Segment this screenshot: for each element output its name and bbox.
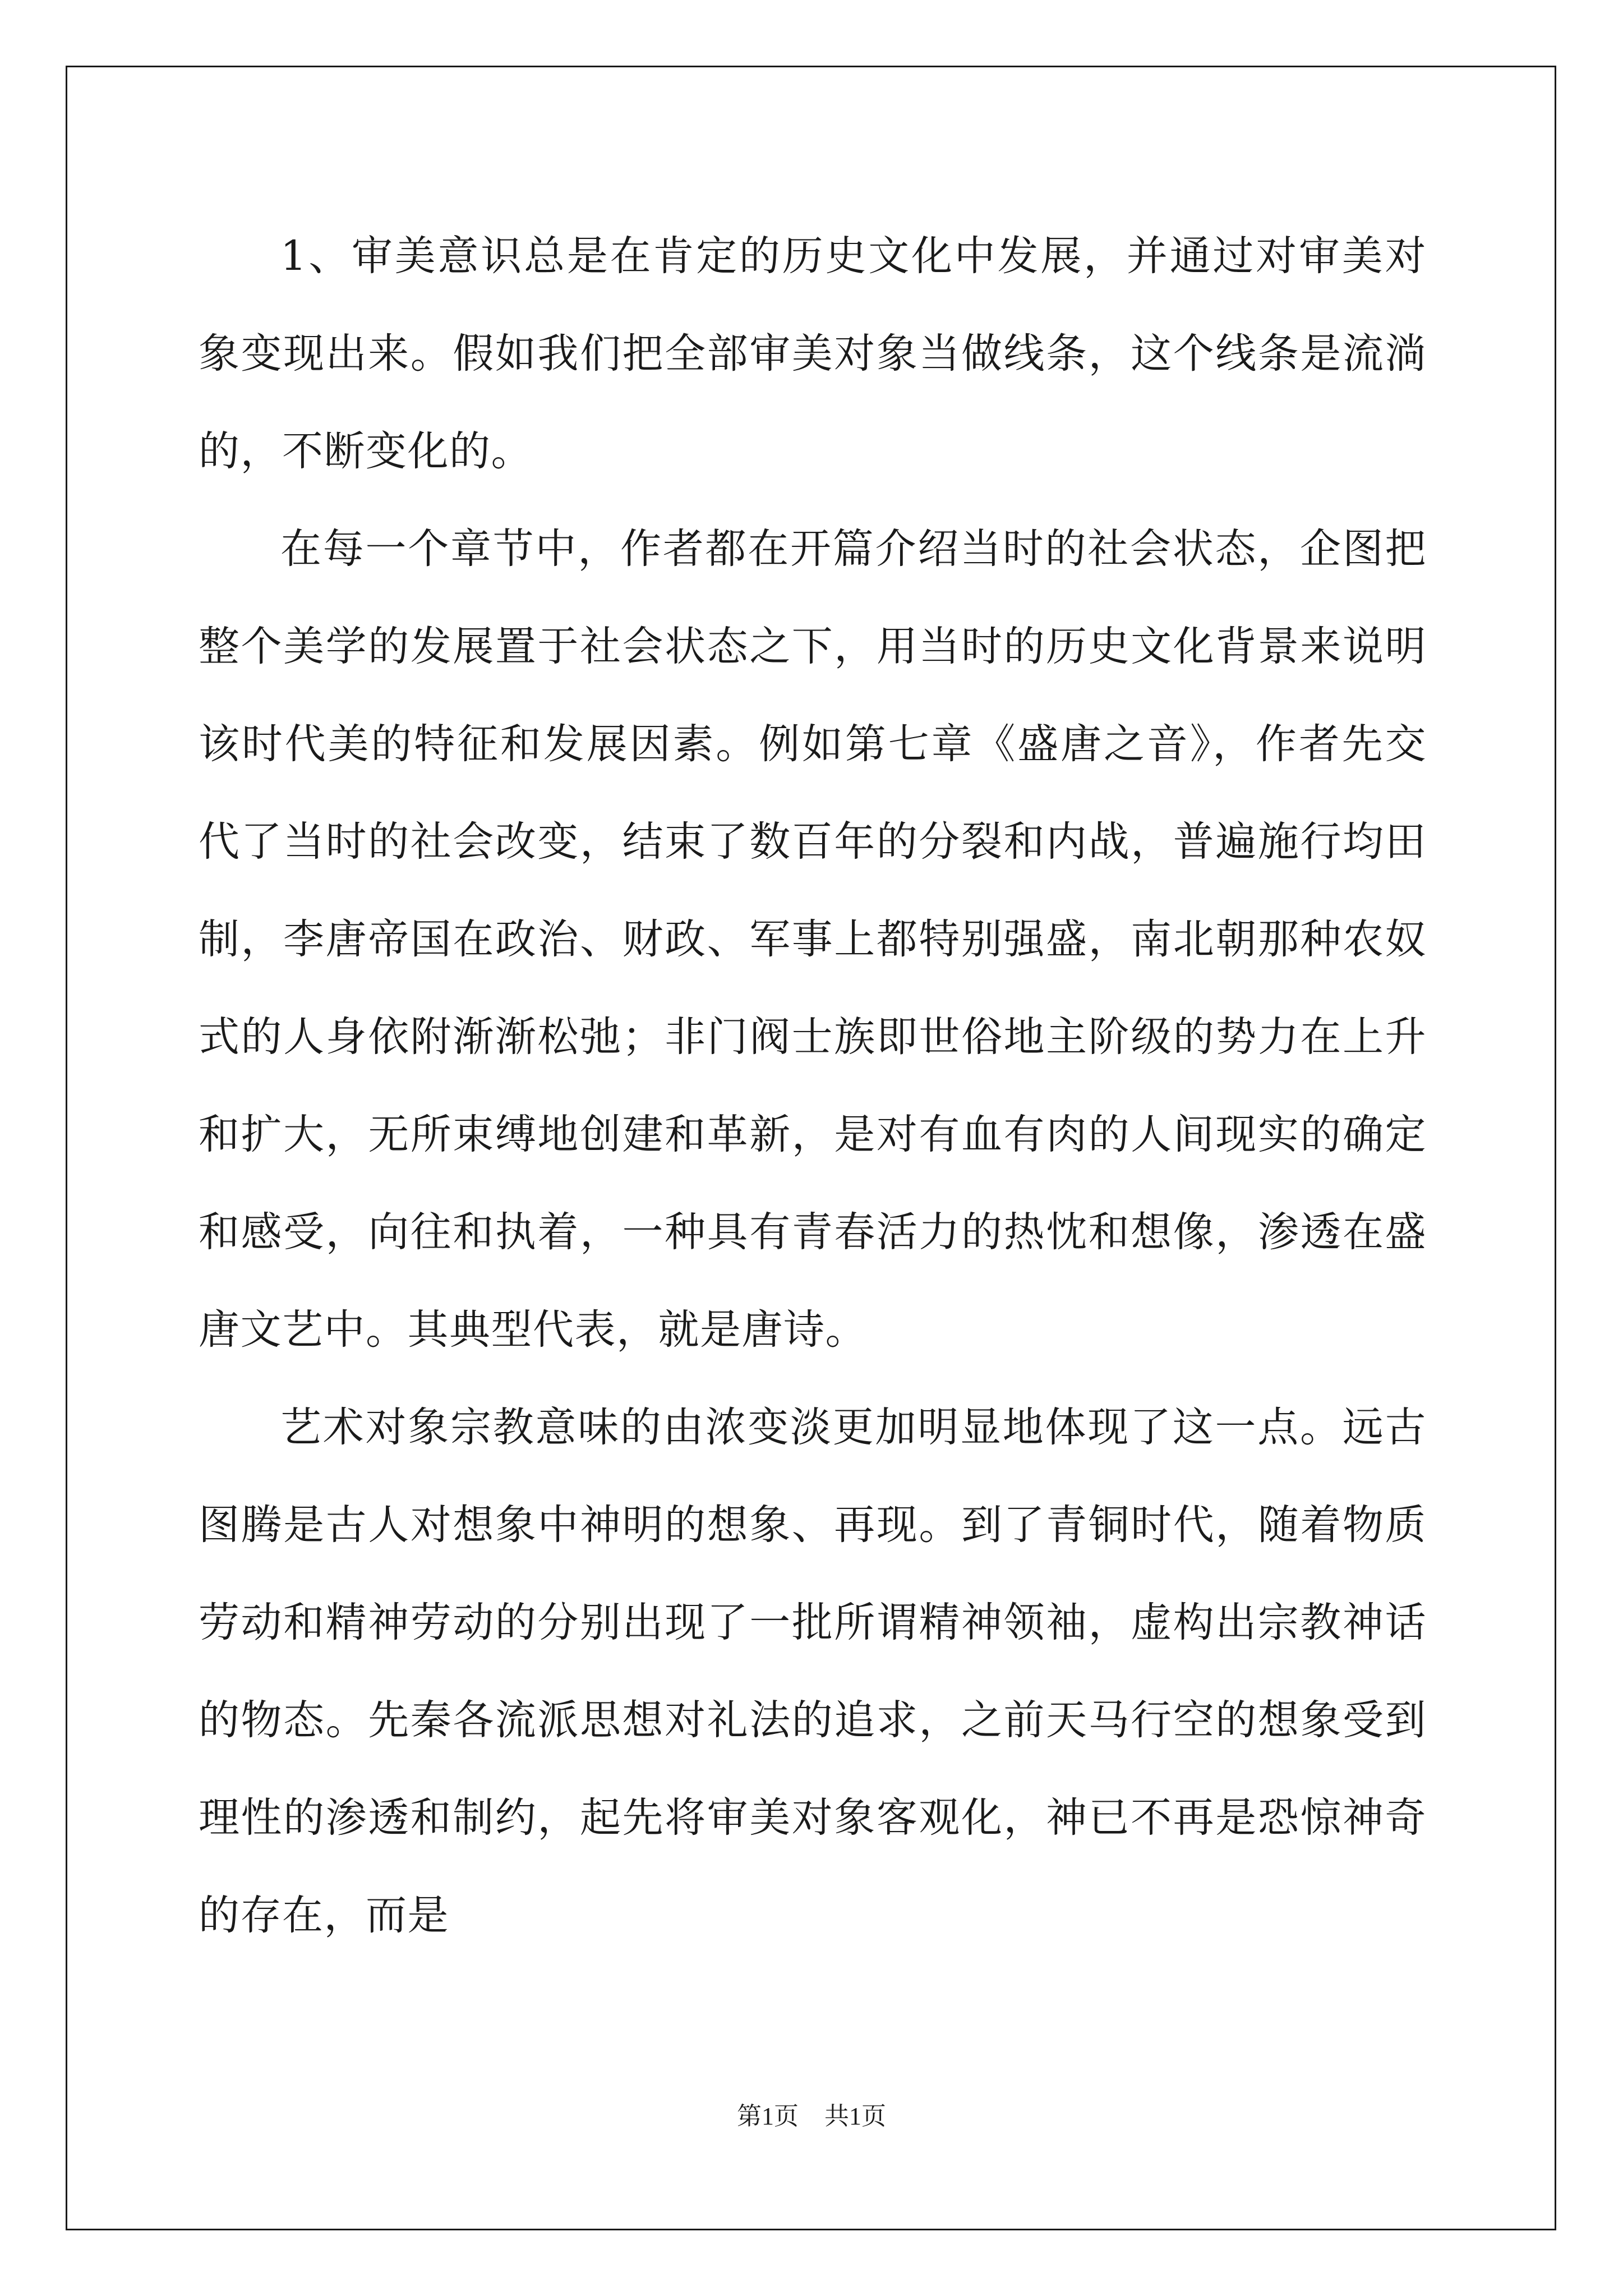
page-number: 第1页 (737, 2102, 799, 2130)
paragraph-3: 艺术对象宗教意味的由浓变淡更加明显地体现了这一点。远古图腾是古人对想象中神明的想象、再现。到了青铜时代，随着物质劳动和精神劳动的分别出现了一批所谓精神领袖，虚构出宗教神话的物态。先秦各流派思想对礼法的追求，之前天马行空的想象受到理性的渗透和制约，起先将审美对象客观化，神已不再是恐惊神奇的存在，而是 (199, 1404, 1427, 1939)
paragraph-2: 在每一个章节中，作者都在开篇介绍当时的社会状态，企图把整个美学的发展置于社会状态之下，用当时的历史文化背景来说明该时代美的特征和发展因素。例如第七章《盛唐之音》，作者先交代了当时的社会改变，结束了数百年的分裂和内战，普遍施行均田制，李唐帝国在政治、财政、军事上都特别强盛，南北朝那种农奴式的人身依附渐渐松弛；非门阀士族即世俗地主阶级的势力在上升和扩大，无所束缚地创建和革新，是对有血有肉的人间现实的确定和感受，向往和执着，一种具有青春活力的热忱和想像，渗透在盛唐文艺中。其典型代表，就是唐诗。 (199, 525, 1427, 1354)
page-footer (0, 2101, 1623, 2132)
paragraph-1: 1、审美意识总是在肯定的历史文化中发展，并通过对审美对象变现出来。假如我们把全部审美对象当做线条，这个线条是流淌的，不断变化的。 (199, 232, 1427, 475)
document-body (199, 208, 1427, 1964)
page-total: 共1页 (824, 2102, 886, 2130)
